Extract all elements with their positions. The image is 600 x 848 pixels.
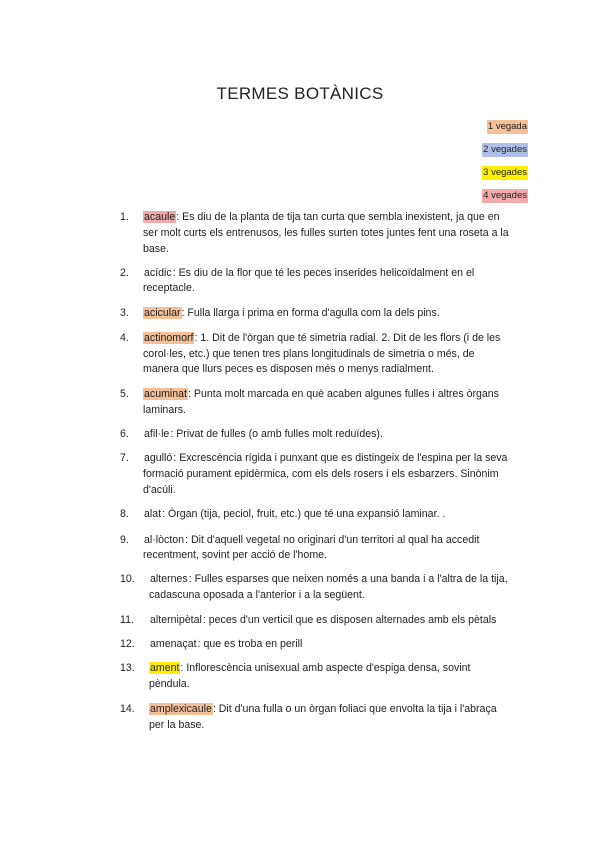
entry-text: peces d'un verticil que es disposen alternades amb els pètals: [208, 613, 497, 626]
entry-term: al·lòcton: [144, 533, 185, 546]
entry-body: [143, 507, 530, 523]
entry-term: alternes: [150, 573, 188, 586]
entry-separator: :: [176, 211, 180, 223]
entry-text: d'acúli.: [143, 483, 176, 496]
entry-number: 12.: [120, 637, 135, 650]
entry-body: [143, 533, 530, 565]
entry-line: [143, 347, 530, 363]
glossary-entry: [120, 266, 530, 298]
entry-line: [149, 661, 530, 677]
legend-label: 2 vegades: [483, 144, 527, 155]
entry-number: 13.: [120, 662, 135, 675]
entry-number: 14.: [120, 703, 135, 716]
entry-text: receptacle.: [143, 282, 195, 295]
entry-number: 10.: [120, 573, 135, 586]
entry-term: amenaçat: [150, 637, 197, 650]
legend-label: 3 vegades: [483, 167, 527, 178]
entry-text: ser molt curts els entrenusos, les fulles surten totes juntes fent una roseta a la: [143, 226, 509, 239]
glossary-entry: [120, 702, 530, 734]
entry-line: [143, 210, 530, 226]
entry-line: [143, 306, 530, 322]
entry-body: [149, 637, 530, 653]
entry-body: [149, 702, 530, 734]
entry-line: [149, 637, 530, 653]
entry-body: [143, 387, 530, 419]
entry-number: 2.: [120, 266, 129, 279]
entry-body: [149, 613, 530, 629]
glossary-entry: [120, 387, 530, 419]
entry-term: amplexicaule: [150, 703, 212, 716]
entry-line: [143, 548, 530, 564]
entry-line: [149, 677, 530, 693]
entry-number: 3.: [120, 307, 129, 320]
page-title: TERMES BOTÀNICS: [216, 84, 384, 103]
entry-separator: :: [212, 703, 216, 716]
entry-term: acicular: [144, 307, 181, 320]
entry-text: base.: [143, 242, 169, 255]
entry-line: [149, 702, 530, 718]
entry-separator: :: [180, 662, 184, 675]
entry-text: per la base.: [149, 719, 205, 732]
entry-separator: :: [188, 573, 192, 586]
entry-text: 1. Dit de l'òrgan que té simetria radial. 2. Dit de les flors (i de les: [200, 331, 501, 344]
entry-term: actinomorf: [144, 331, 194, 344]
entry-separator: :: [202, 613, 206, 626]
entry-line: [143, 467, 530, 483]
entry-text: Fulla llarga i prima en forma d'agulla com la dels pins.: [187, 307, 440, 320]
entry-text: Privat de fulles (o amb fulles molt reduïdes).: [176, 428, 383, 441]
entry-line: [149, 613, 530, 629]
legend-label: 4 vegades: [483, 190, 527, 201]
legend-row: [368, 164, 528, 187]
entry-body: [149, 661, 530, 693]
entry-line: [143, 281, 530, 297]
entry-separator: :: [194, 331, 198, 344]
entry-line: [149, 572, 530, 588]
entry-text: Es diu de la planta de tija tan curta que sembla inexistent, ja que en: [182, 211, 500, 223]
entry-line: [143, 427, 530, 443]
entry-line: [143, 242, 530, 258]
entry-term: afil·le: [144, 428, 170, 441]
entry-separator: :: [162, 507, 166, 520]
glossary-entry: [120, 613, 530, 629]
entry-text: cadascuna oposada a l'anterior i a la següent.: [149, 589, 365, 602]
entry-separator: :: [170, 428, 174, 441]
glossary-entry: [120, 427, 530, 443]
entry-text: Es diu de la flor que té les peces inserides helicoïdalment en el: [178, 266, 475, 279]
legend-row: [368, 141, 528, 164]
entry-separator: :: [172, 266, 176, 279]
entry-text: corol·les, etc.) que tenen tres plans longitudinals de simetria o més, de: [143, 347, 475, 360]
entry-term: alternipètal: [150, 613, 202, 626]
entry-term: acuminat: [144, 388, 187, 401]
legend-label: 1 vegada: [487, 121, 527, 132]
entry-text: Dit d'aquell vegetal no originari d'un territori al qual ha accedit: [190, 533, 480, 546]
entry-body: [143, 210, 530, 257]
entry-number: 7.: [120, 452, 129, 465]
entry-text: recentment, sovint per acció de l'home.: [143, 549, 327, 562]
entry-separator: :: [181, 307, 185, 320]
entry-body: [149, 572, 530, 604]
entry-line: [143, 403, 530, 419]
entry-text: manera que llurs peces es disposen més o menys radialment.: [143, 363, 434, 376]
entry-text: Dit d'una fulla o un òrgan foliaci que envolta la tija i l'abraça: [218, 703, 497, 716]
entry-body: [143, 451, 530, 498]
entry-text: pèndula.: [149, 678, 190, 691]
entry-number: 8.: [120, 507, 129, 520]
entry-text: Òrgan (tija, peciol, fruit, etc.) que té una expansió laminar. .: [168, 507, 446, 520]
entry-body: [143, 427, 530, 443]
entry-separator: :: [188, 388, 191, 401]
entry-term: agulló: [144, 452, 173, 465]
entry-text: que es troba en perill: [203, 637, 303, 650]
entry-separator: :: [173, 452, 177, 465]
entry-line: [143, 331, 530, 347]
entry-text: formació purament epidèrmica, com els dels rosers i els esbarzers. Sinònim: [143, 467, 499, 480]
entry-text: Inflorescència unisexual amb aspecte d'espiga densa, sovint: [186, 662, 471, 675]
entry-line: [143, 387, 530, 403]
entry-term: acaule: [144, 211, 176, 223]
entry-number: 6.: [120, 428, 129, 441]
entry-text: laminars.: [143, 403, 186, 416]
entry-number: 4.: [120, 331, 129, 344]
entry-number: 1.: [120, 211, 129, 223]
glossary-entry: [120, 306, 530, 322]
entry-body: [143, 331, 530, 378]
glossary-entry: [120, 210, 530, 257]
color-legend: [368, 118, 528, 210]
glossary-entry: [120, 637, 530, 653]
glossary-list: [120, 210, 530, 734]
entry-number: 11.: [120, 613, 134, 626]
entry-line: [143, 507, 530, 523]
entry-line: [149, 588, 530, 604]
entry-line: [149, 718, 530, 734]
entry-line: [143, 533, 530, 549]
entry-text: Punta molt marcada en què acaben algunes fulles i altres òrgans: [193, 388, 499, 401]
entry-text: Excrescència rígida i punxant que es distingeix de l'espina per la seva: [179, 452, 508, 465]
legend-row: [368, 118, 528, 141]
entry-term: ament: [150, 662, 180, 675]
glossary-entry: [120, 451, 530, 498]
entry-term: acídic: [144, 266, 172, 279]
entry-term: alat: [144, 507, 162, 520]
entry-text: Fulles esparses que neixen només a una banda i a l'altra de la tija,: [194, 573, 508, 586]
entry-line: [143, 266, 530, 282]
entry-body: [143, 306, 530, 322]
entry-line: [143, 451, 530, 467]
glossary-entry: [120, 331, 530, 378]
glossary-entry: [120, 507, 530, 523]
entry-number: 5.: [120, 388, 129, 401]
entry-line: [143, 226, 530, 242]
entry-separator: :: [185, 533, 188, 546]
glossary-entry: [120, 661, 530, 693]
glossary-entry: [120, 572, 530, 604]
entry-number: 9.: [120, 533, 129, 546]
entry-line: [143, 362, 530, 378]
entry-body: [143, 266, 530, 298]
entry-separator: :: [197, 637, 201, 650]
entry-line: [143, 483, 530, 499]
legend-row: [368, 187, 528, 210]
glossary-entry: [120, 533, 530, 565]
